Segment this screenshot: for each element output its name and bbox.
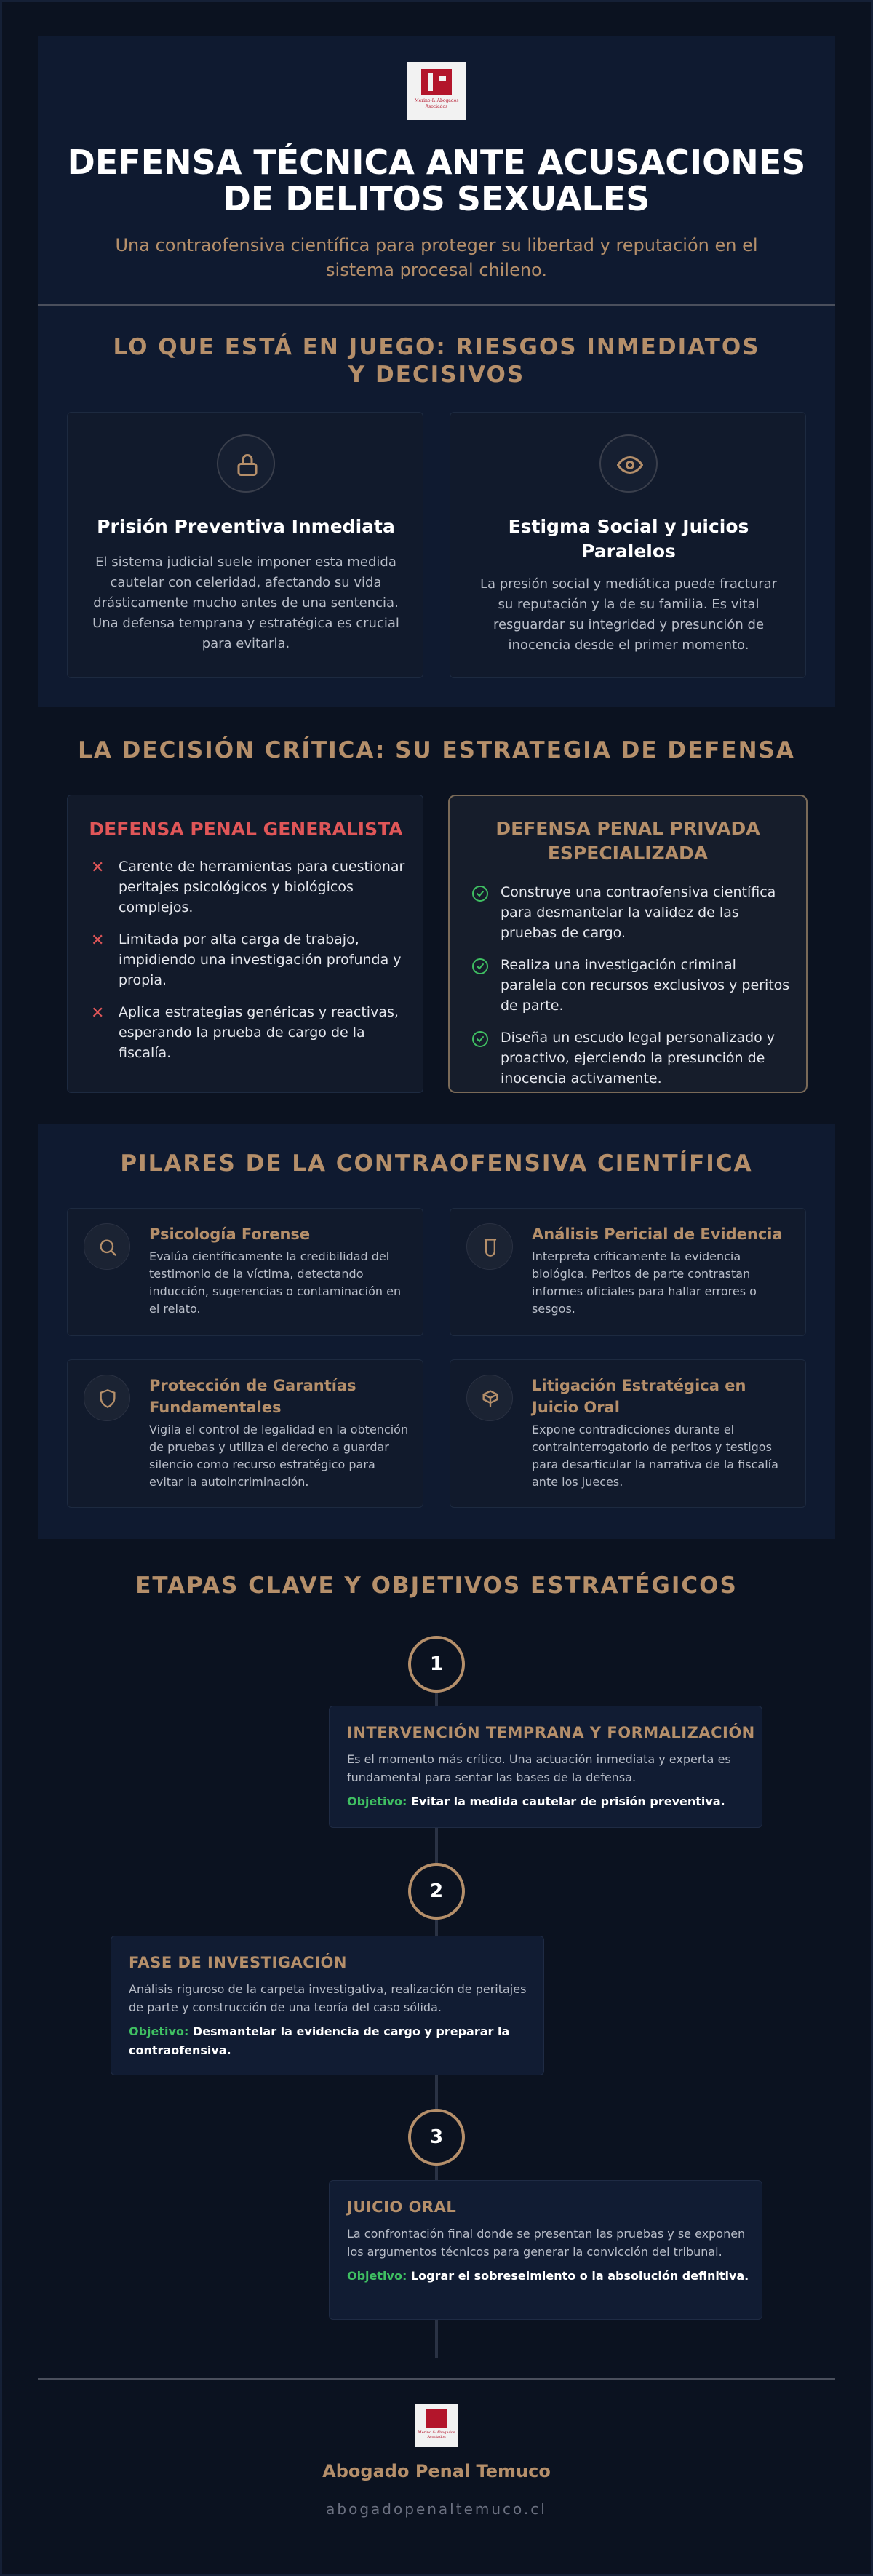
page-subtitle: Una contraofensiva científica para proteger su libertad y reputación en el sistema procesal chileno.	[115, 235, 758, 280]
list-item: Construye una contraofensiva científica para desmantelar la validez de las pruebas de cargo.	[471, 882, 792, 943]
stage-card	[329, 2180, 762, 2320]
specialized-card	[448, 795, 808, 1093]
risk-card-prison	[67, 412, 423, 678]
specialized-title: DEFENSA PENAL PRIVADA ESPECIALIZADA	[495, 818, 760, 864]
pillars-title: PILARES DE LA CONTRAOFENSIVA CIENTÍFICA	[120, 1150, 753, 1177]
generalist-card	[67, 795, 423, 1093]
footer-logo: Merino & Abogados Asociados	[415, 2404, 458, 2447]
pillar-card	[67, 1208, 423, 1336]
stage-body: Análisis riguroso de la carpeta investigativa, realización de peritajes de parte y construcción de una teoría del caso sólida.	[129, 1982, 527, 2014]
risk-body: El sistema judicial suele imponer esta medida cautelar con celeridad, afectando su vida drásticamente mucho antes de una sentencia. Una defensa temprana y estratégica es crucial para evitarla.	[92, 554, 399, 651]
pillar-body: Interpreta críticamente la evidencia biológica. Peritos de parte contrastan informes oficiales para hallar errores o sesgos.	[532, 1249, 757, 1316]
x-icon: ✕	[91, 859, 105, 877]
shield-icon	[84, 1375, 130, 1421]
page-title: DEFENSA TÉCNICA ANTE ACUSACIONES DE DELITOS SEXUALES	[67, 143, 806, 218]
footer-name: Abogado Penal Temuco	[322, 2461, 551, 2481]
list-item: Realiza una investigación criminal paralela con recursos exclusivos y peritos de parte.	[471, 955, 792, 1016]
stage-card	[111, 1936, 544, 2075]
check-circle-icon	[471, 885, 489, 902]
pillar-body: Evalúa científicamente la credibilidad del testimonio de la víctima, detectando inducción, sugerencias o contaminación en el relato.	[149, 1249, 402, 1316]
gavel-icon	[466, 1375, 513, 1421]
risk-body: La presión social y mediática puede fracturar su reputación y la de su familia. Es vital resguardar su integridad y presunción de inocencia desde el primer momento.	[479, 576, 778, 653]
stage-objective: Objetivo: Desmantelar la evidencia de cargo y preparar la contraofensiva.	[129, 2024, 510, 2057]
stage-card	[329, 1706, 762, 1828]
stage-body: La confrontación final donde se presentan las pruebas y se exponen los argumentos técnicos para generar la convicción del tribunal.	[347, 2227, 746, 2259]
footer-divider	[38, 2378, 835, 2380]
lock-icon	[217, 434, 275, 493]
pillar-title: Análisis Pericial de Evidencia	[532, 1225, 783, 1243]
step-number: 3	[408, 2109, 465, 2166]
test-tube-icon	[466, 1223, 513, 1270]
list-item: ✕ Limitada por alta carga de trabajo, impidiendo una investigación profunda y propia.	[91, 931, 402, 988]
list-item: Diseña un escudo legal personalizado y proactivo, ejerciendo la presunción de inocencia activamente.	[471, 1027, 792, 1089]
stage-objective: Objetivo: Lograr el sobreseimiento o la absolución definitiva.	[347, 2269, 749, 2283]
risks-title: LO QUE ESTÁ EN JUEGO: RIESGOS INMEDIATOS Y DECISIVOS	[113, 334, 760, 388]
stage-title: JUICIO ORAL	[347, 2198, 457, 2216]
stage-title: FASE DE INVESTIGACIÓN	[129, 1954, 347, 1971]
pillar-body: Expone contradicciones durante el contrainterrogatorio de peritos y testigos para desarticular la narrativa de la fiscalía ante los jueces.	[532, 1423, 778, 1489]
stage-body: Es el momento más crítico. Una actuación inmediata y experta es fundamental para sentar las bases de la defensa.	[347, 1752, 731, 1784]
brand-logo: Merino & Abogados Asociados	[407, 62, 466, 120]
stage-objective: Objetivo: Evitar la medida cautelar de prisión preventiva.	[347, 1794, 725, 1808]
decision-title: LA DECISIÓN CRÍTICA: SU ESTRATEGIA DE DEFENSA	[78, 737, 795, 763]
x-icon: ✕	[91, 1004, 105, 1022]
search-icon	[84, 1223, 130, 1270]
generalist-title: DEFENSA PENAL GENERALISTA	[89, 819, 403, 840]
pillar-title: Litigación Estratégica en Juicio Oral	[532, 1377, 746, 1416]
footer-url[interactable]: abogadopenaltemuco.cl	[326, 2500, 547, 2518]
risk-card-stigma	[450, 412, 806, 678]
pillar-card	[450, 1359, 806, 1508]
stage-title: INTERVENCIÓN TEMPRANA Y FORMALIZACIÓN	[347, 1724, 755, 1741]
risk-title: Estigma Social y Juicios Paralelos	[508, 516, 749, 562]
pillar-title: Psicología Forense	[149, 1225, 311, 1243]
hero-section	[38, 36, 835, 306]
pillar-card	[450, 1208, 806, 1336]
step-number: 2	[408, 1863, 465, 1920]
pillar-body: Vigila el control de legalidad en la obtención de pruebas y utiliza el derecho a guardar silencio como recurso estratégico para evitar la autoincriminación.	[149, 1423, 409, 1489]
pillar-title: Protección de Garantías Fundamentales	[149, 1377, 356, 1416]
list-item: ✕ Carente de herramientas para cuestionar peritajes psicológicos y biológicos complejos.	[91, 859, 405, 915]
check-circle-icon	[471, 1030, 489, 1048]
stages-title: ETAPAS CLAVE Y OBJETIVOS ESTRATÉGICOS	[135, 1573, 738, 1599]
pillar-card	[67, 1359, 423, 1508]
risk-title: Prisión Preventiva Inmediata	[97, 516, 395, 537]
eye-icon	[599, 434, 658, 493]
x-icon: ✕	[91, 931, 105, 950]
step-number: 1	[408, 1636, 465, 1693]
list-item: ✕ Aplica estrategias genéricas y reactivas, esperando la prueba de cargo de la fiscalía.	[91, 1004, 399, 1061]
check-circle-icon	[471, 958, 489, 975]
